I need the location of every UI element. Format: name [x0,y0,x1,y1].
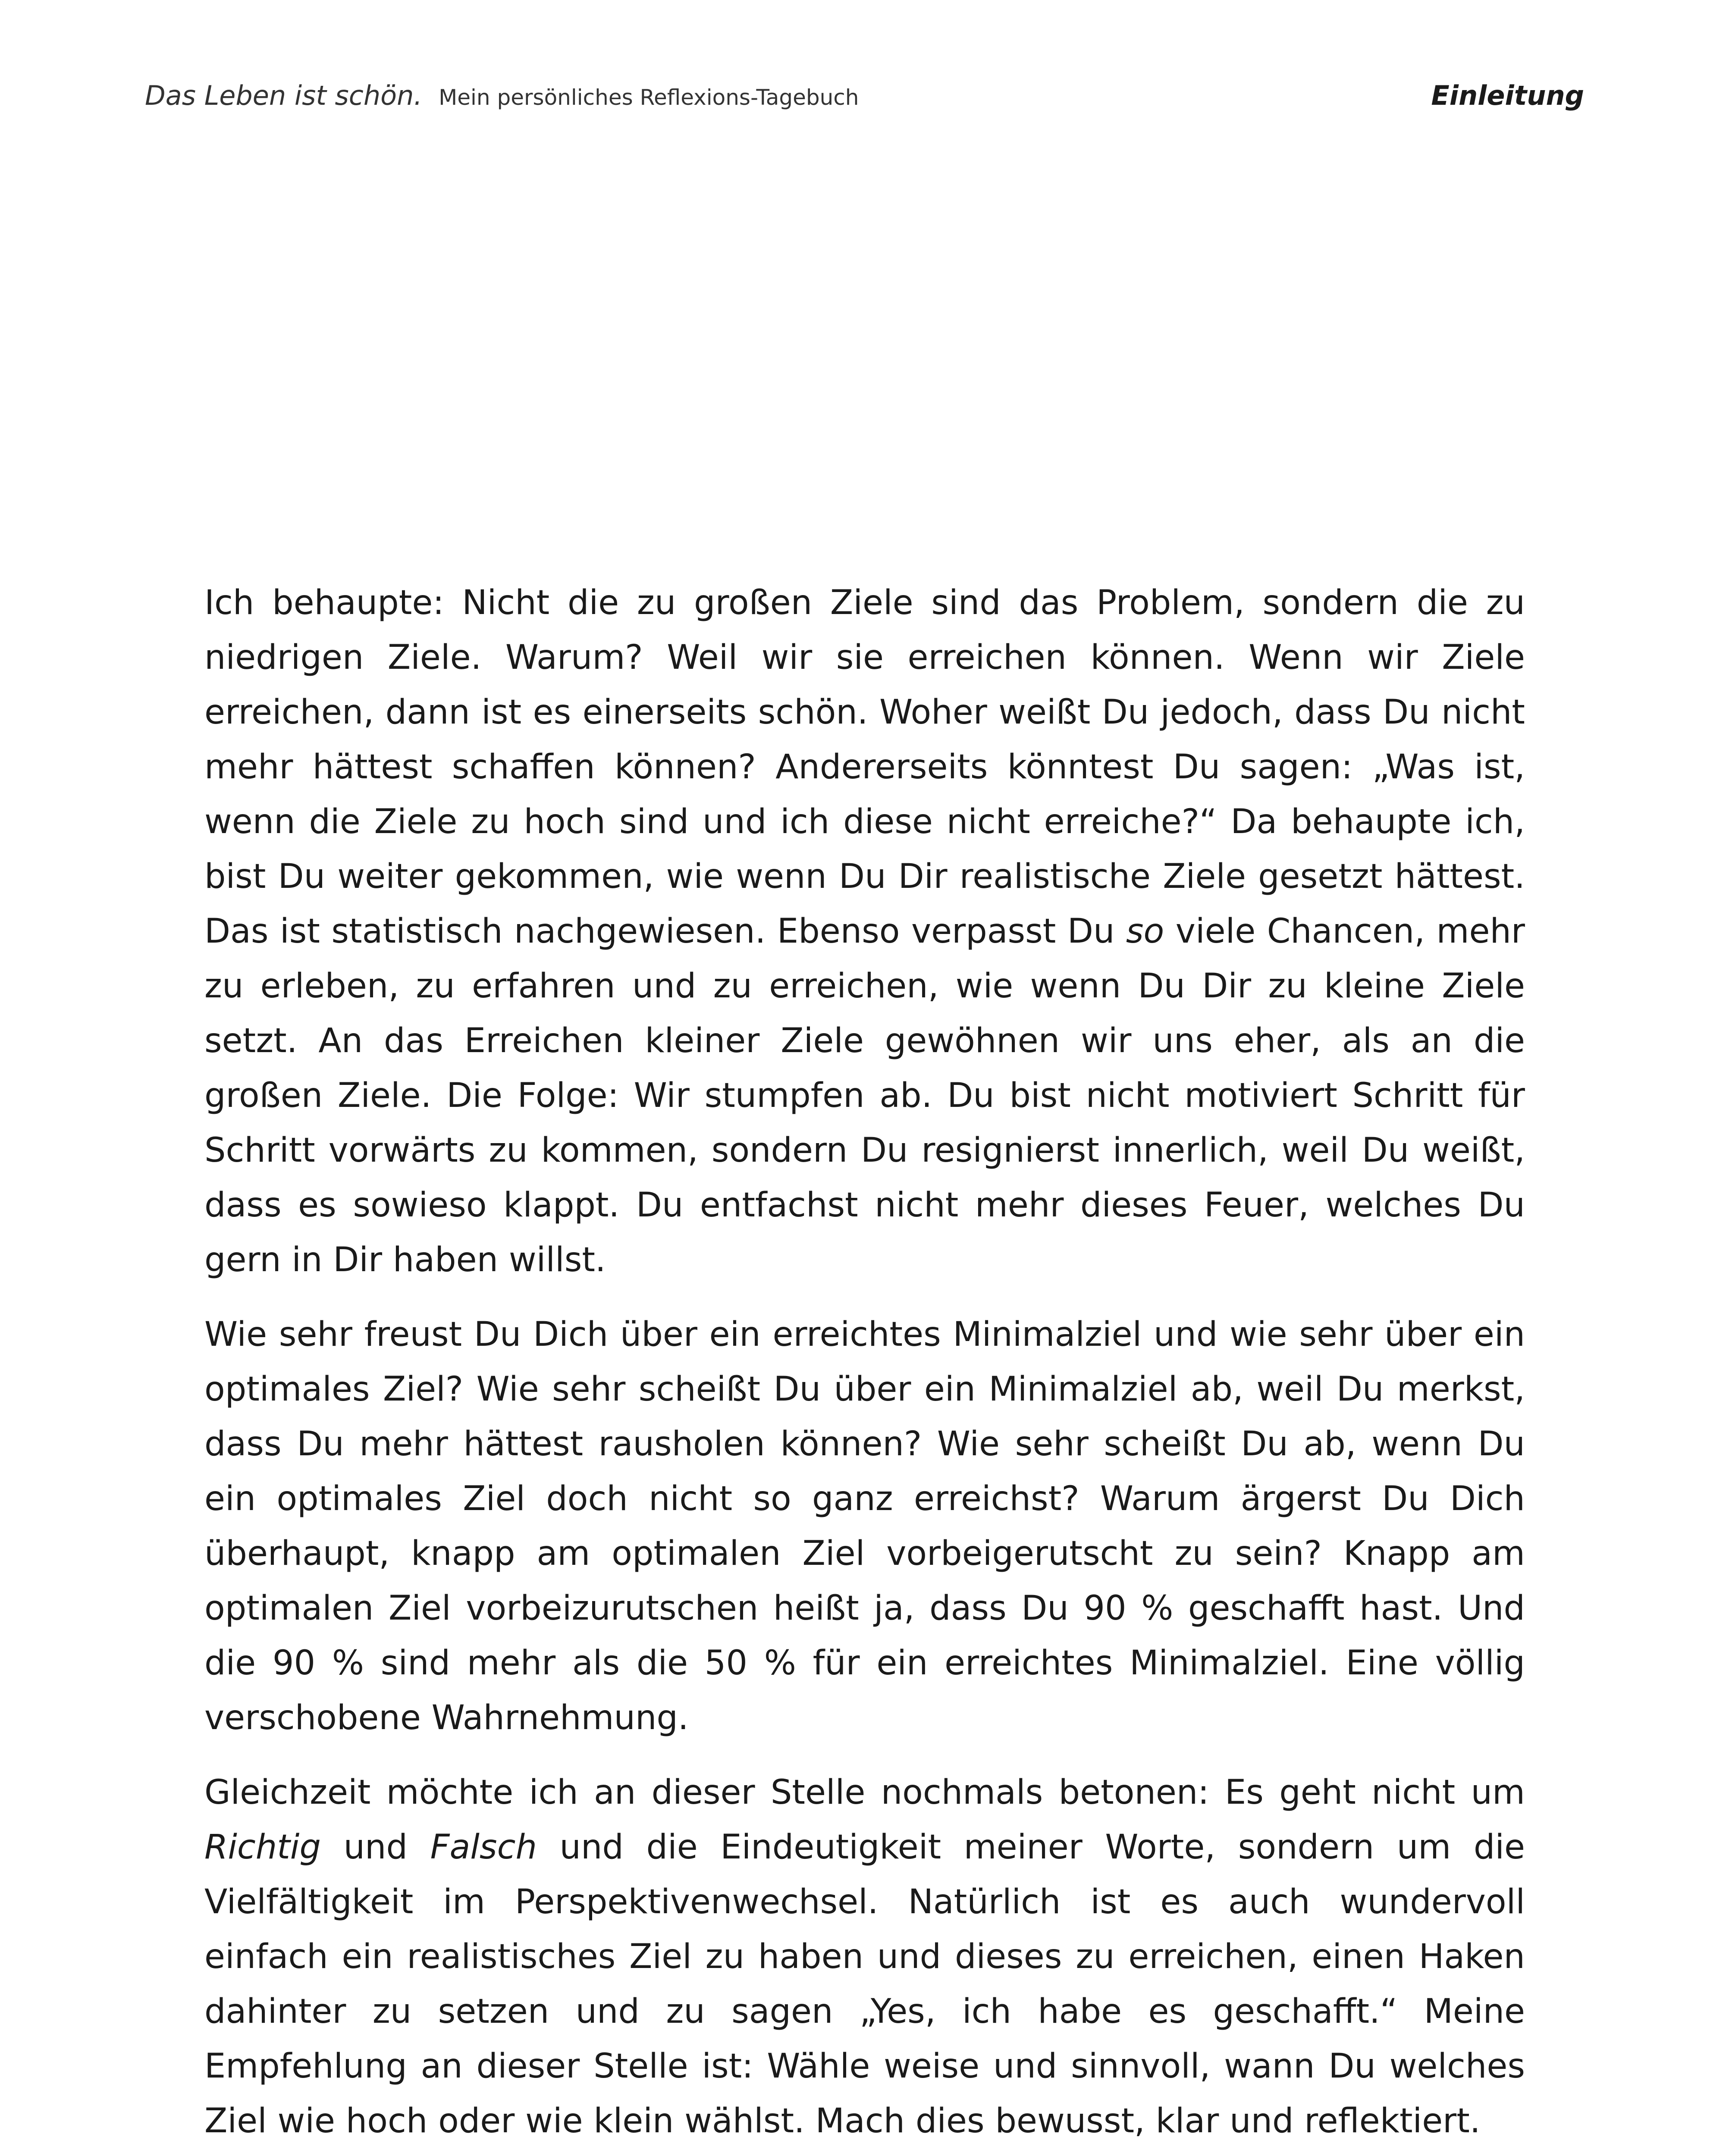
paragraph-1-emphasis: so [1126,912,1164,951]
paragraph-3-emphasis-richtig: Richtig [204,1828,321,1867]
paragraph-3-text-b: und [343,1828,408,1867]
paragraph-1-text-rest: viele Chancen, mehr zu erleben, zu erfahren und zu erreichen, wie wenn Du Dir zu kleine Ziele setzt. An das Erreichen kleiner Ziele gewöhnen wir uns eher, als an die großen Ziele. Die Folge: Wir stumpfen ab. Du bist nicht motiviert Schritt für Schritt vorwärts zu kommen, sondern Du resignierst innerlich, weil Du weißt, dass es sowieso klappt. Du entfachst nicht mehr dieses Feuer, welches Du gern in Dir haben willst. [204,912,1525,1279]
book-subtitle: Mein persönliches Reflexions-Tagebuch [439,85,859,110]
body-text [204,576,1525,2156]
paragraph-3-text-c: und die Eindeutigkeit meiner Worte, sondern um die Vielfältigkeit im Perspektivenwechsel. Natürlich ist es auch wundervoll einfach ein realistisches Ziel zu haben und dieses zu erreichen, einen Haken dahinter zu setzen und zu sagen „Yes, ich habe es geschafft.“ Meine Empfehlung an dieser Stelle ist: Wähle weise und sinnvoll, wann Du welches Ziel wie hoch oder wie klein wählst. Mach dies bewusst, klar und reflektiert. [204,1828,1525,2140]
paragraph-3 [204,1765,1525,2149]
paragraph-1-text: Ich behaupte: Nicht die zu großen Ziele sind das Problem, sondern die zu niedrigen Ziele. Warum? Weil wir sie erreichen können. Wenn wir Ziele erreichen, dann ist es einerseits schön. Woher weißt Du jedoch, dass Du nicht mehr hättest schaffen können? Andererseits könntest Du sagen: „Was ist, wenn die Ziele zu hoch sind und ich diese nicht erreiche?“ Da behaupte ich, bist Du weiter gekommen, wie wenn Du Dir realistische Ziele gesetzt hättest. Das ist statistisch nachgewiesen. Ebenso verpasst Du [204,583,1525,951]
book-title: Das Leben ist schön. [145,80,423,111]
paragraph-2: Wie sehr freust Du Dich über ein erreichtes Minimalziel und wie sehr über ein optimales Ziel? Wie sehr scheißt Du über ein Minimalziel ab, weil Du merkst, dass Du mehr hättest rausholen können? Wie sehr scheißt Du ab, wenn Du ein optimales Ziel doch nicht so ganz erreichst? Warum ärgerst Du Dich überhaupt, knapp am optimalen Ziel vorbeigerutscht zu sein? Knapp am optimalen Ziel vorbeizurutschen heißt ja, dass Du 90 % geschafft hast. Und die 90 % sind mehr als die 50 % für ein erreichtes Minimalziel. Eine völlig verschobene Wahrnehmung. [204,1315,1525,1737]
running-header [145,80,1584,123]
paragraph-1 [204,576,1525,1288]
header-left [145,80,859,111]
section-title: Einleitung [1431,80,1584,111]
paragraph-3-text-a: Gleichzeit möchte ich an dieser Stelle nochmals betonen: Es geht nicht um [204,1773,1525,1812]
paragraph-3-emphasis-falsch: Falsch [430,1828,537,1867]
